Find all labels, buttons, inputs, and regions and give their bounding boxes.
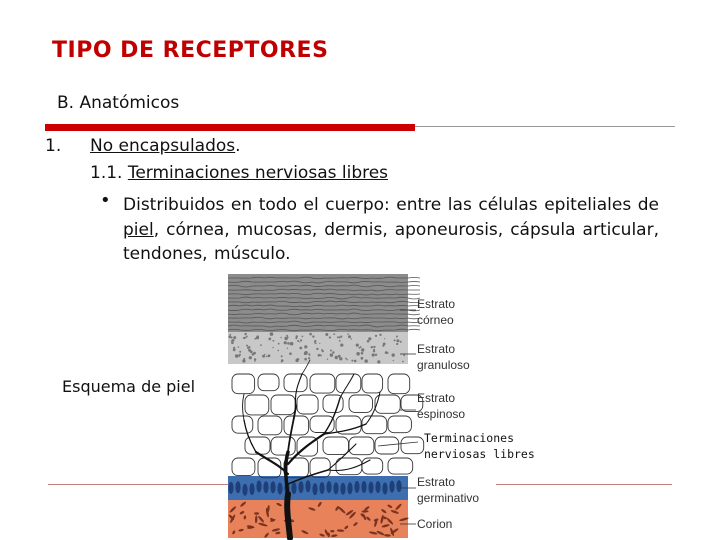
granule <box>365 359 368 362</box>
granule <box>338 336 340 338</box>
granule <box>347 333 349 335</box>
granule <box>233 348 236 351</box>
granule <box>268 354 271 357</box>
granule <box>340 344 343 347</box>
basal-cell <box>270 481 275 493</box>
granule <box>245 337 246 338</box>
basal-cell <box>298 481 303 493</box>
granule <box>296 358 299 361</box>
granule <box>373 349 375 351</box>
basal-cell <box>319 482 324 494</box>
label-germinativo-1: Estrato <box>417 475 456 489</box>
granule <box>361 352 364 355</box>
granule <box>281 355 283 357</box>
list-item-title <box>90 136 241 156</box>
list-item-title-text: No encapsulados <box>90 136 236 156</box>
label-espinoso-2: espinoso <box>417 407 466 421</box>
granule <box>354 360 357 363</box>
granule <box>348 335 351 338</box>
granule <box>402 361 404 363</box>
granule <box>299 347 302 350</box>
label-terminaciones-1: Terminaciones <box>424 431 515 445</box>
basal-cell <box>249 483 254 495</box>
list-item-title-suffix: . <box>235 136 241 156</box>
granule <box>238 346 240 348</box>
granule <box>338 355 341 358</box>
granule <box>393 360 394 361</box>
granule <box>379 334 381 336</box>
granule <box>314 340 316 342</box>
basal-cell <box>396 480 401 492</box>
granule <box>308 357 310 359</box>
granule <box>318 354 321 357</box>
basal-cell <box>305 480 310 492</box>
basal-cell <box>368 482 373 494</box>
granule <box>375 354 377 356</box>
granule <box>233 336 236 339</box>
granule <box>300 339 302 341</box>
granule <box>309 333 312 336</box>
granule <box>373 346 375 348</box>
granule <box>351 338 352 339</box>
granule <box>262 355 265 358</box>
granule <box>284 341 287 344</box>
granule <box>327 359 328 360</box>
granule <box>243 337 245 339</box>
granule <box>361 357 364 360</box>
granule <box>367 340 370 343</box>
skin-diagram <box>228 274 535 538</box>
granule <box>351 360 353 362</box>
granule <box>332 351 334 353</box>
granule <box>280 337 281 338</box>
granule <box>377 360 380 363</box>
granule <box>304 345 307 348</box>
granule <box>400 341 402 343</box>
basal-cell <box>354 481 359 493</box>
granule <box>396 339 399 342</box>
granule <box>356 344 359 347</box>
granule <box>320 354 322 356</box>
label-granuloso-1: Estrato <box>417 342 456 356</box>
granule <box>260 344 262 346</box>
basal-cell <box>263 481 268 493</box>
granule <box>329 336 331 338</box>
bullet-text-before: Distribuidos en todo el cuerpo: entre las células epiteliales de <box>123 195 659 215</box>
title-divider-gray <box>415 126 675 127</box>
granule <box>290 342 294 346</box>
basal-cell <box>256 480 261 492</box>
granule <box>295 337 297 339</box>
granule <box>246 345 248 347</box>
granule <box>403 354 405 356</box>
bullet-icon: • <box>100 190 111 211</box>
granule <box>287 342 290 345</box>
granule <box>297 340 299 342</box>
granule <box>229 335 232 338</box>
granule <box>302 336 304 338</box>
basal-cell <box>361 481 366 493</box>
granule <box>242 359 245 362</box>
granule <box>394 339 396 341</box>
basal-cell <box>235 481 240 493</box>
bullet-text-after: , córnea, mucosas, dermis, aponeurosis, cápsula articular, tendones, músculo. <box>123 219 659 264</box>
granule <box>239 351 241 353</box>
basal-cell <box>382 483 387 495</box>
basal-cell <box>326 481 331 493</box>
page-title: TIPO DE RECEPTORES <box>52 38 329 63</box>
label-corneo-1: Estrato <box>417 297 456 311</box>
title-divider-red <box>45 124 415 131</box>
granule <box>248 346 250 348</box>
label-corneo-2: córneo <box>417 313 454 327</box>
granule <box>360 346 362 348</box>
granule <box>315 343 316 344</box>
granule <box>385 351 388 354</box>
granule <box>396 343 398 345</box>
granule <box>375 335 377 337</box>
granule <box>383 343 386 346</box>
basal-cell <box>228 482 233 494</box>
granule <box>319 343 320 344</box>
granule <box>235 354 239 358</box>
diagram-caption: Esquema de piel <box>62 377 196 396</box>
granule <box>340 336 342 338</box>
basal-cell <box>312 483 317 495</box>
granule <box>396 336 398 338</box>
granule <box>325 333 328 336</box>
granule <box>273 340 275 342</box>
granule <box>278 343 280 345</box>
granule <box>339 357 342 360</box>
granule <box>266 356 268 358</box>
granule <box>249 356 252 359</box>
granule <box>248 349 251 352</box>
granule <box>254 361 255 362</box>
basal-cell <box>333 482 338 494</box>
basal-cell <box>375 481 380 493</box>
granule <box>308 353 310 355</box>
granule <box>316 348 318 350</box>
label-terminaciones-2: nerviosas libres <box>424 447 535 461</box>
granule <box>347 359 348 360</box>
sub-item-label: Terminaciones nerviosas libres <box>127 163 389 183</box>
label-granuloso-2: granuloso <box>417 358 470 372</box>
granule <box>304 358 307 361</box>
granule <box>254 358 256 360</box>
granule <box>230 334 232 336</box>
granule <box>287 348 288 349</box>
granule <box>231 340 232 341</box>
stratum-germinativum-band <box>228 476 408 500</box>
granule <box>244 333 246 335</box>
granule <box>281 361 282 362</box>
granule <box>287 336 289 338</box>
granule <box>345 358 347 360</box>
granule <box>270 332 274 336</box>
basal-cell <box>291 482 296 494</box>
footer-divider-right <box>496 484 672 485</box>
granule <box>361 348 364 351</box>
basal-cell <box>389 481 394 493</box>
label-germinativo-2: germinativo <box>417 491 480 505</box>
list-number: 1. <box>45 136 62 156</box>
granule <box>384 338 385 339</box>
basal-cell <box>340 483 345 495</box>
granule <box>330 350 332 352</box>
granule <box>232 339 235 342</box>
granule <box>304 352 307 355</box>
section-subtitle: B. Anatómicos <box>57 93 180 113</box>
granule <box>330 353 333 356</box>
granule <box>371 346 373 348</box>
granule <box>272 347 273 348</box>
granule <box>356 352 360 356</box>
granule <box>289 352 292 355</box>
label-espinoso-1: Estrato <box>417 391 456 405</box>
granule <box>231 341 234 344</box>
granule <box>253 352 256 355</box>
granule <box>321 349 323 351</box>
granule <box>299 341 300 342</box>
granule <box>256 336 259 339</box>
footer-divider-left <box>48 484 228 485</box>
granule <box>277 350 279 352</box>
granule <box>312 335 314 337</box>
granule <box>372 353 375 356</box>
granule <box>392 353 395 356</box>
bullet-text-underlined: piel <box>123 219 154 240</box>
granule <box>368 337 371 340</box>
sub-item <box>90 163 388 183</box>
granule <box>333 333 335 335</box>
granule <box>268 338 271 341</box>
basal-cell <box>277 483 282 495</box>
basal-cell <box>242 484 247 496</box>
label-corion: Corion <box>417 517 453 531</box>
granule <box>238 355 240 357</box>
sub-item-prefix: 1.1. <box>90 163 128 183</box>
granule <box>335 356 338 359</box>
basal-cell <box>347 482 352 494</box>
bullet-text <box>123 193 659 267</box>
granule <box>339 340 341 342</box>
